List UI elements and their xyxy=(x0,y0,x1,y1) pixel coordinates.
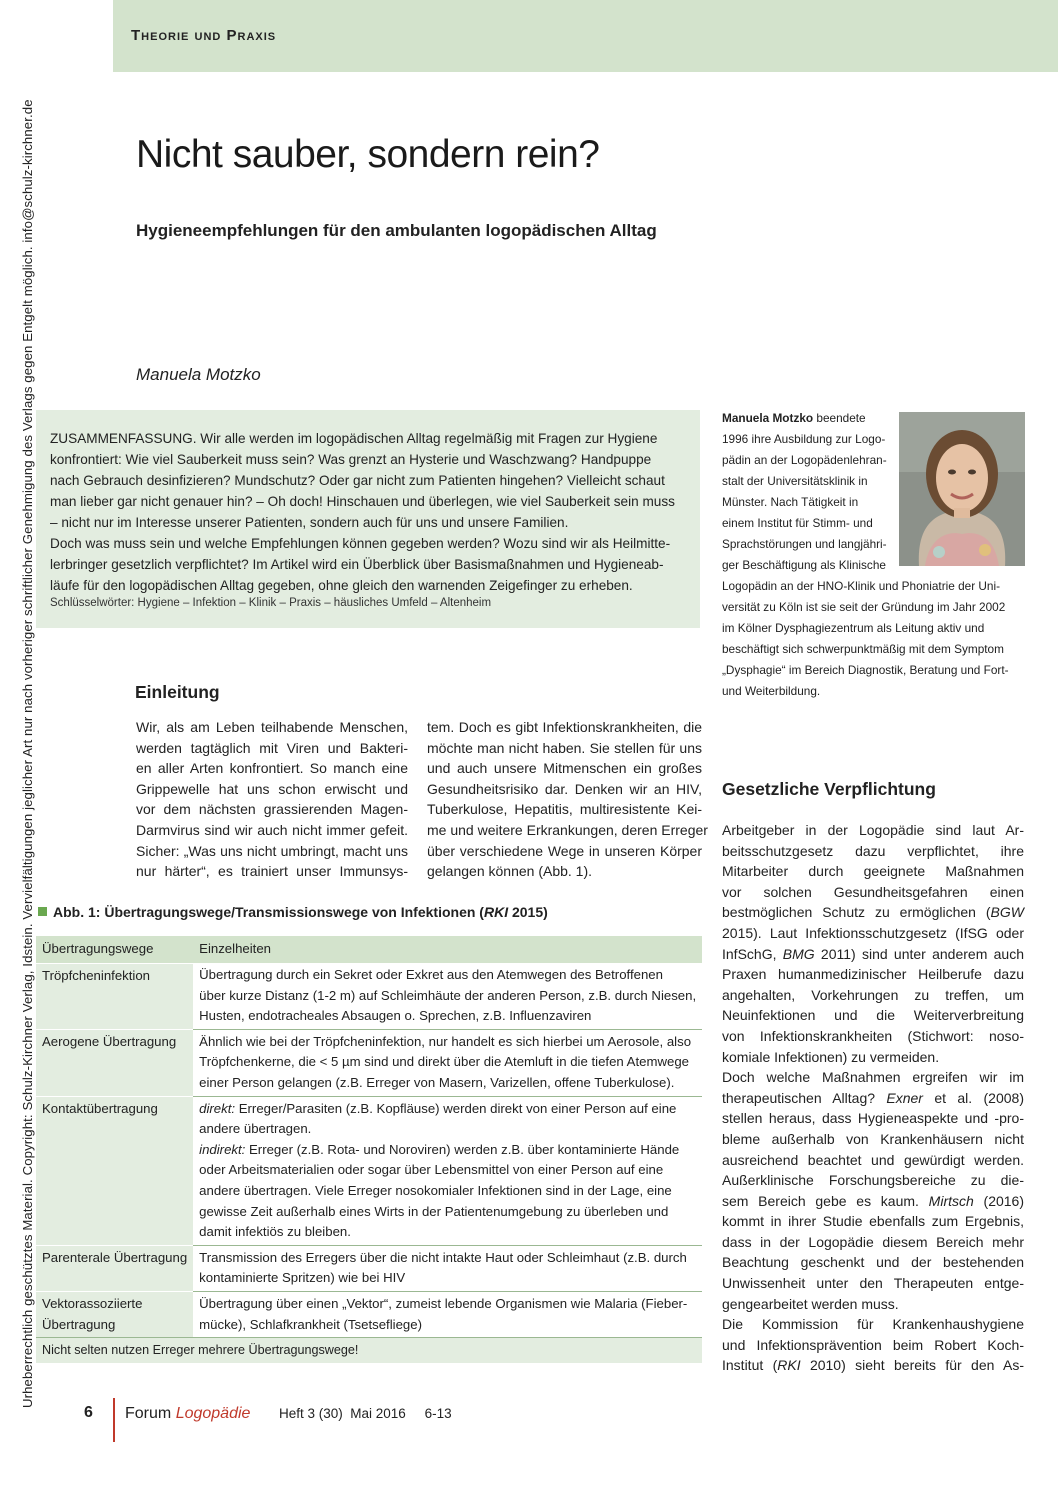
footer-divider xyxy=(113,1398,115,1442)
transmission-table xyxy=(36,936,702,1363)
route-cell xyxy=(36,1245,193,1291)
abstract-line: konfrontiert: Wie viel Sauberkeit muss sein? Was grenzt an Hysterie und Waschzwang? Handpuppe xyxy=(50,452,652,467)
heading-gesetzliche-verpflichtung: Gesetzliche Verpflichtung xyxy=(722,779,936,799)
bio-line: „Dysphagie“ im Bereich Diagnostik, Beratung und Fort- xyxy=(722,663,1009,677)
page-number: 6 xyxy=(84,1404,93,1421)
route-cell xyxy=(36,963,193,1029)
text-line: Tuberkulose, Hepatitis, multiresistente Kei- xyxy=(427,801,702,818)
text-line: InfSchG, BMG 2011) sind unter anderem auch xyxy=(722,945,1025,962)
author-bio xyxy=(722,408,1030,702)
text-line: Neuinfektionen und die Weiterverbreitung xyxy=(722,1007,1024,1024)
text-line: en aller Arten konfrontiert. So manch eine xyxy=(136,760,408,777)
bio-line xyxy=(722,408,1030,429)
copyright-text: Urheberrechtlich geschütztes Material. Copyright: Schulz-Kirchner Verlag, Idstein. Vervielfältigungen jeglicher Art nur nach vorheriger schriftlicher Genehmigung des Verlags gegen Entgelt möglich. info@schulz-kirchner.de xyxy=(20,99,35,1408)
text-line: Darmvirus sind wir auch nicht immer gefeit. xyxy=(136,821,408,838)
text-line: bleme außerhalb von Krankenhäusern nicht xyxy=(722,1130,1024,1147)
detail-line: Transmission des Erregers über die nicht intakte Haut oder Schleimhaut (z.B. durch xyxy=(199,1249,687,1265)
route-label: Vektorassoziierte xyxy=(42,1296,143,1311)
table-footnote-row xyxy=(36,1338,702,1363)
bio-line: im Kölner Dysphagiezentrum als Leitung aktiv und xyxy=(722,621,985,635)
text-line: Unwissenheit unter den Therapeuten entge- xyxy=(722,1275,1024,1292)
abstract-line: nach Gebrauch desinfizieren? Mundschutz? Oder gar nicht zum Patienten hingehen? Vielleicht schaut xyxy=(50,473,665,488)
text-line: möchte man nicht haben. Sie stellen für uns xyxy=(427,739,702,756)
text-line: Wir, als am Leben teilhabende Menschen, xyxy=(136,719,408,735)
text-line: therapeutischen Alltag? Exner et al. (2008) xyxy=(722,1089,1024,1106)
bio-line: Münster. Nach Tätigkeit in xyxy=(722,495,859,509)
text-line: me und weitere Erkrankungen, deren Erreger xyxy=(427,821,708,838)
detail-line: Tröpfchenkerne, die < 5 µm sind und direkt über die Atemluft in die tiefen Atemwege xyxy=(199,1054,689,1070)
route-label: Übertragung xyxy=(42,1316,116,1332)
abstract-line: ZUSAMMENFASSUNG. Wir alle werden im logopädischen Alltag regelmäßig mit Fragen zur Hygiene xyxy=(50,431,658,446)
einleitung-col2 xyxy=(427,717,708,882)
route-cell xyxy=(36,1029,193,1096)
detail-cell xyxy=(193,1096,702,1245)
detail-line: Übertragung durch ein Sekret oder Exkret aus den Atemwegen des Betroffenen xyxy=(199,967,663,983)
table-row xyxy=(36,1029,702,1096)
table-header-routes: Übertragungswege xyxy=(36,936,193,963)
bio-line: einem Institut für Stimm- und xyxy=(722,516,873,530)
text-line: kommt in ihrer Studie ebenfalls zum Ergebnis, xyxy=(722,1213,1024,1230)
text-line: Mitarbeiter durch geeignete Maßnahmen xyxy=(722,863,1024,880)
issue-info: Heft 3 (30) Mai 2016 6-13 xyxy=(279,1406,452,1421)
text-line: vor solchen Gesundheitsgefahren einen xyxy=(722,883,1024,900)
detail-line: andere übertragen. Viele Erreger nosokomialer Infektionen sind in der Lage, eine xyxy=(199,1183,672,1199)
text-line: bestmöglichen Schutz zu ermöglichen (BGW xyxy=(722,904,1024,921)
text-line: stellen heraus, dass Hygieneaspekte und -pro- xyxy=(722,1110,1024,1127)
abstract-line: läufe für den logopädischen Alltag gegeben, ohne gleich den warnenden Zeigefinger zu erheben. xyxy=(50,578,633,593)
text-line: Praxen humanmedizinischer Heilberufe dazu xyxy=(722,966,1024,983)
text-line: und Infektionsprävention beim Robert Koch- xyxy=(722,1336,1024,1353)
detail-line: andere übertragen. xyxy=(199,1121,312,1137)
article-subtitle: Hygieneempfehlungen für den ambulanten logopädischen Alltag xyxy=(136,221,657,240)
abstract-text xyxy=(50,428,690,596)
detail-line: über kurze Distanz (1-2 m) auf Schleimhäute der anderen Person, z.B. durch Niesen, xyxy=(199,987,697,1003)
detail-line: gewisse Zeit außerhalb eines Wirts in der Patientenumgebung zu überleben und xyxy=(199,1203,669,1219)
gesetzlich-text xyxy=(722,820,1024,1376)
text-line: Die Kommission für Krankenhaushygiene xyxy=(722,1316,1024,1333)
heading-einleitung: Einleitung xyxy=(135,682,220,702)
text-line: komiale Infektionen) zu vermeiden. xyxy=(722,1048,940,1065)
route-cell xyxy=(36,1096,193,1245)
bio-line: beschäftigt sich schwerpunktmäßig mit dem Symptom xyxy=(722,642,1004,656)
text-line: Grippewelle hat uns schon erwischt und xyxy=(136,780,408,797)
bio-line: ger Beschäftigung als Klinische xyxy=(722,558,886,572)
bio-text: beendete xyxy=(813,411,866,425)
abstract-line: lerbringer gesetzlich verpflichtet? Im Artikel wird ein Überblick über Basismaßnahmen und Hygieneab- xyxy=(50,557,664,572)
table-row xyxy=(36,1096,702,1245)
bio-line: pädin an der Logopädenlehran- xyxy=(722,453,887,467)
text-line: beitsschutzgesetz dazu verpflichtet, ihre xyxy=(722,842,1024,859)
text-line: ausreichend beachtet und gewürdigt werden. xyxy=(722,1151,1024,1168)
route-label: Tröpfcheninfektion xyxy=(42,967,151,983)
text-line: angehalten, Vorkehrungen zu treffen, um xyxy=(722,986,1024,1003)
bio-line: und Weiterbildung. xyxy=(722,684,821,698)
abstract-line: man lieber gar nicht genauer hin? – Oh doch! Hinschauen und überlegen, wie viel Sauberkeit sein muss xyxy=(50,494,675,509)
detail-line: oder Arbeitsmaterialien oder sogar über Lebensmittel von einer Person auf eine xyxy=(199,1162,664,1178)
text-line: tem. Doch es gibt Infektionskrankheiten, die xyxy=(427,719,702,735)
section-label: Theorie und Praxis xyxy=(131,27,277,44)
detail-line: mücke), Schlafkrankheit (Tsetsefliege) xyxy=(199,1316,422,1332)
abstract-line: – nicht nur im Interesse unserer Patienten, sondern auch für uns und unsere Familien. xyxy=(50,515,569,530)
table-row xyxy=(36,1292,702,1338)
text-line: Sicher: „Was uns nicht umbringt, macht uns xyxy=(136,842,408,859)
detail-line: damit infektiös zu bleiben. xyxy=(199,1224,351,1240)
abstract-line: Doch was muss sein und welche Empfehlungen können gegeben werden? Wozu sind wir als Heilmitte- xyxy=(50,536,671,551)
detail-line: direkt: Erreger/Parasiten (z.B. Kopfläuse) werden direkt von einer Person auf eine xyxy=(199,1100,677,1116)
detail-cell xyxy=(193,1245,702,1291)
route-label: Kontaktübertragung xyxy=(42,1100,158,1116)
text-line: 2015). Laut Infektionsschutzgesetz (IfSG oder xyxy=(722,924,1024,941)
detail-line: Ähnlich wie bei der Tröpfcheninfektion, nur handelt es sich hierbei um Aerosole, also xyxy=(199,1033,692,1049)
text-line: von Infektionskrankheiten (Stichwort: noso- xyxy=(722,1027,1024,1044)
journal-name: Forum Logopädie xyxy=(125,1405,251,1422)
bio-line: 1996 ihre Ausbildung zur Logo- xyxy=(722,432,886,446)
detail-cell xyxy=(193,1292,702,1338)
text-line: Beachtung geschenkt und der bestehenden xyxy=(722,1254,1024,1271)
bio-line: Logopädin an der HNO-Klinik und Phoniatrie der Uni- xyxy=(722,579,1001,593)
route-label: Aerogene Übertragung xyxy=(42,1033,177,1049)
text-line: Gesundheitsrisiko dar. Denken wir an HIV, xyxy=(427,780,702,797)
text-line: und auch unsere Mitmenschen ein großes xyxy=(427,760,702,777)
keywords: Schlüsselwörter: Hygiene – Infektion – Klinik – Praxis – häusliches Umfeld – Altenheim xyxy=(50,597,492,609)
bio-line: Sprachstörungen und langjähri- xyxy=(722,537,887,551)
text-line: Doch welche Maßnahmen ergreifen wir im xyxy=(722,1069,1024,1086)
article-title: Nicht sauber, sondern rein? xyxy=(136,133,600,176)
text-line: gelangen können (Abb. 1). xyxy=(427,863,593,880)
article-author: Manuela Motzko xyxy=(136,365,261,384)
detail-line: einer Person gelangen (z.B. Erreger von Masern, Varizellen, offene Tuberkulose). xyxy=(199,1075,675,1091)
text-line: Institut (RKI 2010) sieht bereits für den As- xyxy=(722,1357,1024,1374)
text-line: werden tagtäglich mit Viren und Bakteri- xyxy=(136,739,408,756)
figure-caption: Abb. 1: Übertragungswege/Transmissionswege von Infektionen (RKI 2015) xyxy=(38,904,548,920)
detail-line: indirekt: Erreger (z.B. Rota- und Noroviren) werden z.B. über kontaminierte Hände xyxy=(199,1141,680,1157)
detail-line: kontaminierte Spritzen) wie bei HIV xyxy=(199,1270,406,1286)
text-line: gengearbeitet werden muss. xyxy=(722,1295,899,1312)
bio-name: Manuela Motzko xyxy=(722,411,814,425)
bio-line: stalt der Universitätsklinik in xyxy=(722,474,868,488)
detail-line: Übertragung über einen „Vektor“, zumeist lebende Organismen wie Malaria (Fieber- xyxy=(199,1296,688,1311)
detail-line: Husten, endotracheales Absaugen o. Sprechen, z.B. Influenzaviren xyxy=(199,1008,592,1024)
detail-cell xyxy=(193,963,702,1029)
text-line: sem Bereich gebe es kaum. Mirtsch (2016) xyxy=(722,1192,1025,1209)
text-line: vor dem nächsten grassierenden Magen- xyxy=(136,801,408,818)
table-header-details: Einzelheiten xyxy=(193,936,702,963)
einleitung-col1 xyxy=(136,717,408,882)
text-line: nur härter“, es trainiert unser Immunsys- xyxy=(136,863,408,880)
table-row xyxy=(36,1245,702,1291)
text-line: Arbeitgeber in der Logopädie sind laut Ar- xyxy=(722,822,1024,838)
text-line: Außerklinische Forschungsbereiche zu die- xyxy=(722,1172,1024,1189)
route-cell xyxy=(36,1292,193,1338)
bio-line: versität zu Köln ist sie seit der Gründung im Jahr 2002 xyxy=(722,600,1006,614)
detail-cell xyxy=(193,1029,702,1096)
caption-marker xyxy=(38,907,47,916)
table-row xyxy=(36,963,702,1029)
text-line: über verschiedene Wege in unseren Körper xyxy=(427,842,702,859)
text-line: dass in der Logopädie diesem Bereich mehr xyxy=(722,1233,1024,1250)
route-label: Parenterale Übertragung xyxy=(42,1249,188,1265)
table-footnote: Nicht selten nutzen Erreger mehrere Übertragungswege! xyxy=(36,1338,702,1363)
